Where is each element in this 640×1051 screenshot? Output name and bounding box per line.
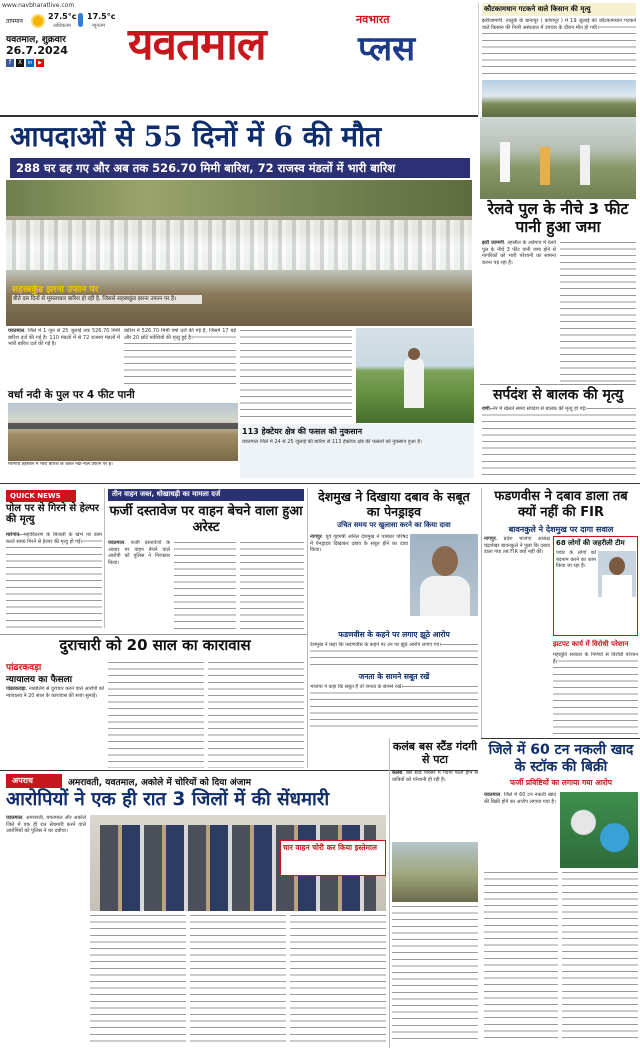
river-caption: मारेगांव तहसील में भारी बारिश के चलते नदी-नाले उफान पर हैं।: [8, 462, 113, 467]
city-day: यवतमाल, शुक्रवार: [6, 35, 66, 45]
fadnavis-box-text: पवार के लोगों को बदनाम करने का काम किया जा रहा है।: [556, 550, 596, 570]
deshmukh-text3: भाजपा ने कहा कि सबूत हैं तो जनता के सामने रखें।: [310, 684, 478, 730]
brand-navbharat: नवभारत: [356, 13, 390, 26]
prison-text-col3: [208, 660, 304, 768]
lead-subhead: 288 घर ढह गए और अब तक 526.70 मिमी बारिश, 72 राजस्व मंडलों में भारी बारिश: [10, 158, 470, 178]
robbery-box: [280, 840, 386, 876]
deshmukh-sub3: जनता के सामने सबूत रखें: [358, 672, 430, 681]
bus-stand-headline: कलंब बस स्टैंड गंदगी से पटा: [392, 740, 478, 766]
waterfall-photo-title: सहस्त्रकुंड झरना उफान पर: [12, 285, 99, 295]
bus-stand-text2: [392, 904, 478, 1044]
robbery-kicker2: अमरावती, यवतमाल, अकोले में चोरियों को दिया अंजाम: [68, 778, 252, 788]
snake-text: वणी. नेर में खेलते समय सर्पदंश से बालक की मृत्यु हो गई।: [482, 406, 636, 476]
temperature-max: 27.5°c: [48, 12, 77, 21]
robbery-text-col2: [90, 913, 186, 1043]
snake-headline: सर्पदंश से बालक की मृत्यु: [492, 387, 624, 403]
temperature-min-label: न्यूनतम: [92, 23, 105, 29]
lead-text-col2: बारिश में 526.70 मिमी वर्षा दर्ज की गई है, जिसमें 17 बड़े और 20 छोटे मवेशियों की मृत्यु हुई है।: [124, 328, 236, 388]
fertilizer-text-col2: [562, 870, 638, 1042]
deshmukh-photo: [410, 534, 478, 616]
lead-headline: आपदाओं से 55 दिनों में 6 की मौत: [10, 120, 382, 153]
quick-news-label: QUICK NEWS: [6, 490, 76, 502]
thermometer-icon: [78, 13, 83, 27]
bawankule-photo: [598, 551, 636, 597]
robbery-headline: आरोपियों ने एक ही रात 3 जिलों में की सेंधमारी: [6, 789, 330, 810]
lead-text-col3: [240, 328, 352, 420]
sun-icon: [31, 14, 45, 28]
crop-field-photo: [356, 328, 474, 423]
fake-docs-text-col2: [174, 540, 236, 632]
x-icon[interactable]: X: [17, 59, 23, 66]
fadnavis-text2: महायुति सरकार के निर्णयों से विरोधी परेशान हैं।: [553, 652, 638, 736]
top-right-caption: कौटकामधान गटकने वाले किसान की मृत्यु: [482, 3, 636, 16]
prison-kicker: पांढरकवड़ा: [6, 663, 42, 673]
top-right-text: झरीजामणी. तालुके के बानापुर ( कोपापूर ) में 19 जुलाई को कौटकामधान गटकने वाले किसान की निजी अस्पताल में उपचार के दौरान मौत हो गयी।: [482, 18, 636, 78]
fertilizer-text-col1: [484, 870, 558, 1042]
fadnavis-sub2: झटपट कार्य में विरोधी परेशान: [553, 640, 629, 648]
fertilizer-text: यवतमाल. जिले में 60 टन नकली खाद की बिक्री होने का आरोप लगाया गया है।: [484, 792, 556, 805]
crop-caption-box: [240, 424, 474, 478]
fadnavis-headline: फडणवीस ने दबाव डाला तब क्यों नहीं की FIR: [494, 489, 628, 520]
waterfall-photo: [6, 180, 472, 326]
brand-plus: प्लस: [358, 29, 416, 69]
lead-text-col1: यवतमाल. जिले में 1 जून से 25 जुलाई तक 526.70 मिमी बारिश दर्ज की गई है। 110 मंडलों में से 72 राजस्व मंडलों में भारी बारिश दर्ज की गई है।: [8, 328, 120, 348]
top-right-story: [478, 3, 636, 115]
crop-caption-text: यवतमाल जिले में 24 से 25 जुलाई की बारिश से 113 हेक्टेयर क्षेत्र की फसलों को नुकसान हुआ है।: [242, 439, 422, 445]
railway-photo: [480, 117, 636, 199]
deshmukh-headline: देशमुख ने दिखाया दबाव के सबूत का पेनड्राइव: [318, 489, 470, 519]
waterfall-photo-caption: बीते दस दिनों से मूसलाधार बारिश हो रही है, जिससे सहस्त्रकुंड झरना उफान पर है।: [12, 295, 202, 304]
fake-docs-text-col3: [240, 540, 304, 632]
river-bridge-photo: [8, 403, 238, 461]
youtube-icon[interactable]: ▶: [36, 59, 44, 67]
temperature-label: तापमान: [6, 18, 23, 25]
facebook-icon[interactable]: f: [6, 59, 14, 67]
issue-date: 26.7.2024: [6, 44, 68, 57]
fake-docs-headline: फर्जी दस्तावेज पर वाहन बेचने वाला हुआ अरेस्ट: [109, 504, 303, 535]
bus-stand-photo: [392, 842, 478, 902]
deshmukh-text: नागपुर. पूर्व गृहमंत्री अनिल देशमुख ने पत्रकार परिषद में पेनड्राइव दिखाकर दबाव के सबूत होने का दावा किया।: [310, 534, 408, 554]
fadnavis-text: नागपुर. प्रदेश भाजपा अध्यक्ष चंद्रशेखर बावनकुले ने पूछा कि दबाव डाला गया तब FIR क्यों नहीं की।: [484, 536, 550, 556]
quick-news-text: मारेगांव. महावितरण के बिजली के खंभे पर काम करते समय गिरने से हेल्पर की मृत्यु हो गई।: [6, 532, 102, 628]
railway-text-col2: [560, 240, 636, 382]
fertilizer-photo: [560, 792, 638, 868]
brand-name: यवतमाल: [128, 19, 266, 70]
robbery-kicker: अपराध: [6, 774, 62, 788]
website-url[interactable]: www.navbharatlive.com: [2, 2, 75, 9]
fake-docs-text-col1: यवतमाल. फर्जी दस्तावेजों के आधार पर वाहन बेचने वाले आरोपी को पुलिस ने गिरफ्तार किया।: [108, 540, 170, 566]
fake-docs-kicker: तीन वाहन जब्त, धोखाधड़ी का मामला दर्ज: [108, 489, 304, 501]
railway-headline: रेलवे पुल के नीचे 3 फीट पानी हुआ जमा: [487, 200, 629, 236]
crop-caption-title: 113 हेक्टेयर क्षेत्र की फसल को नुकसान: [242, 427, 363, 436]
bus-stand-text: कलंब. बस स्टैंड परिसर में गंदगी फैली होने से यात्रियों को परेशानी हो रही है।: [392, 770, 478, 783]
fertilizer-subhead: फर्जी प्रविष्टियों का लगाया गया आरोप: [509, 778, 613, 787]
quick-news-title: पोल पर से गिरने से हेल्पर की मृत्यु: [6, 503, 99, 525]
fadnavis-box: [553, 536, 638, 636]
fadnavis-subhead: बावनकुले ने देशमुख पर दागा सवाल: [508, 525, 614, 534]
prison-text-col1: पांढरकवड़ा. नाबालिग से दुराचार करने वाले आरोपी को न्यायालय ने 20 साल के कारावास की सजा सुनाई।: [6, 686, 104, 699]
robbery-text-col3: [190, 913, 286, 1043]
linkedin-icon[interactable]: in: [27, 60, 33, 66]
deshmukh-sub2: फडणवीस के कहने पर लगाए झूठे आरोप: [338, 630, 450, 639]
deshmukh-subhead: उचित समय पर खुलासा करने का किया दावा: [337, 521, 451, 529]
temperature-max-label: अधिकतम: [53, 23, 71, 29]
top-right-photo: [482, 80, 636, 120]
robbery-text-col4: [290, 913, 386, 1043]
temperature-min: 17.5°c: [87, 12, 116, 21]
deshmukh-text2: देशमुख ने कहा कि फडणवीस के कहने पर उन पर झूठे आरोप लगाए गए।: [310, 642, 478, 670]
prison-headline: दुराचारी को 20 साल का कारावास: [59, 636, 251, 654]
fadnavis-box-title: 68 लोगों की जहरीली टीम: [556, 539, 625, 547]
prison-sub: न्यायालय का फैसला: [6, 675, 73, 685]
prison-text-col2: [108, 660, 204, 768]
river-headline: वर्धा नदी के पुल पर 4 फीट पानी: [8, 389, 135, 401]
robbery-box-title: चार वाहन चोरी कर किया इस्तेमाल: [283, 843, 378, 852]
social-icons: [6, 59, 44, 67]
robbery-text: यवतमाल. अमरावती, यवतमाल और अकोले जिले में एक ही रात सेंधमारी करने वाले आरोपियों को पुलिस ने धर दबोचा।: [6, 815, 86, 835]
fertilizer-headline: जिले में 60 टन नकली खाद के स्टॉक की बिक्री: [488, 742, 634, 775]
railway-text-col1: झरी जामणी. तहसील के अडेगाव में रेलवे पुल के नीचे 3 फीट पानी जमा होने से नागरिकों को भारी परेशानी का सामना करना पड़ रहा है।: [482, 240, 556, 266]
